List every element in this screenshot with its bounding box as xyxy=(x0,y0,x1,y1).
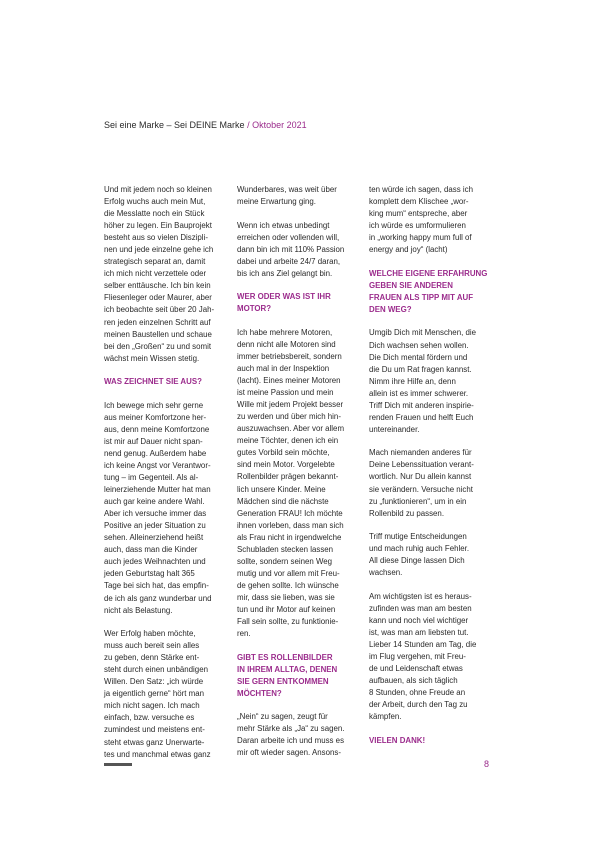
text-line: nend genug. Außerdem habe xyxy=(104,448,207,458)
text-line: immer betriebsbereit, sondern xyxy=(237,352,342,362)
text-line: SIE GERN ENTKOMMEN xyxy=(237,676,329,686)
text-line: Wunderbares, was weit über xyxy=(237,185,337,194)
text-line: Schubladen stecken lassen xyxy=(237,544,334,554)
text-line: Deine Lebenssituation verant- xyxy=(369,460,474,470)
text-line: untereinander. xyxy=(369,424,420,434)
text-line: auch gar keine andere Wahl. xyxy=(104,497,205,507)
text-line: All diese Dinge lassen Dich xyxy=(369,556,465,566)
text-line: Rollenbild zu passen. xyxy=(369,508,445,518)
text-line: Mach niemanden anderes für xyxy=(369,448,472,458)
text-line: nen und jede einzelne gehe ich xyxy=(104,245,214,255)
text-line: mich nicht sagen. Ich mach xyxy=(104,701,200,711)
text-line: MOTOR? xyxy=(237,304,272,314)
header-title: Sei eine Marke – Sei DEINE Marke xyxy=(104,120,245,130)
text-line: sie verändern. Versuche nicht xyxy=(369,484,473,494)
paragraph xyxy=(369,531,495,579)
text-line: muss auch bereit sein alles xyxy=(104,641,200,651)
text-line: aus, denn meine Komfortzone xyxy=(104,424,210,434)
running-header xyxy=(104,120,307,130)
paragraph xyxy=(237,327,363,640)
text-line: auszuwachsen. Aber vor allem xyxy=(237,424,345,434)
text-line: die Messlatte noch ein Stück xyxy=(104,209,205,219)
text-line: aus meiner Komfortzone her- xyxy=(104,412,207,422)
text-line: wächst mein Wissen stetig. xyxy=(104,353,200,363)
text-line: zumindest und meistens ent- xyxy=(104,725,205,735)
text-line: GIBT ES ROLLENBILDER xyxy=(237,652,333,662)
text-line: Umgib Dich mit Menschen, die xyxy=(369,328,477,338)
text-line: im Flug vergehen, mit Freu- xyxy=(369,652,466,662)
text-column-2 xyxy=(237,184,363,771)
text-line: Mädchen sind die nächste xyxy=(237,496,329,506)
text-line: GEBEN SIE ANDEREN xyxy=(369,280,453,290)
text-line: Ich habe mehrere Motoren, xyxy=(237,327,333,337)
text-line: renden Frauen und helft Euch xyxy=(369,412,474,422)
text-line: höher zu legen. Ein Bauprojekt xyxy=(104,221,212,231)
text-line: der Arbeit, durch den Tag zu xyxy=(369,700,468,710)
text-line: steht durch einen unbändigen xyxy=(104,665,208,675)
text-line: Tage bei sich hat, das empfin- xyxy=(104,581,209,591)
text-line: ist, was man am liebsten tut. xyxy=(369,628,469,637)
text-line: Triff mutige Entscheidungen xyxy=(369,532,467,542)
text-line: dann bin ich mit 110% Passion xyxy=(237,244,345,254)
text-line: Am wichtigsten ist es heraus- xyxy=(369,591,472,601)
text-line: aufbauen, als sich täglich xyxy=(369,676,458,686)
text-line: Positive an jeder Situation zu xyxy=(104,521,206,531)
text-line: Nimm ihre Hilfe an, denn xyxy=(369,376,456,386)
text-line: mir oft wieder sagen. Ansons- xyxy=(237,748,341,758)
text-line: zufinden was man am besten xyxy=(369,603,472,613)
text-line: DEN WEG? xyxy=(369,304,412,314)
text-line: steht etwas ganz Unerwarte- xyxy=(104,737,205,747)
header-date: Oktober 2021 xyxy=(252,120,307,130)
text-line: denn nicht alle Motoren sind xyxy=(237,339,336,349)
text-line: Wille mit jedem Projekt besser xyxy=(237,400,344,410)
text-line: FRAUEN ALS TIPP MIT AUF xyxy=(369,292,474,302)
text-line: ich würde es umformulieren xyxy=(369,221,466,231)
text-line: king mum“ entspreche, aber xyxy=(369,209,468,219)
text-line: Wenn ich etwas unbedingt xyxy=(237,220,330,230)
text-line: ich mich nicht verzettele oder xyxy=(104,269,207,279)
text-line: bei den „Großen“ zu und somit xyxy=(104,341,212,351)
text-line: Ich bewege mich sehr gerne xyxy=(104,400,204,410)
paragraph xyxy=(369,447,495,519)
text-line: ja eigentlich gerne“ hört man xyxy=(104,689,205,699)
text-line: Fall sein sollte, zu funktionie- xyxy=(237,617,339,627)
text-line: ihnen vorleben, dass man sich xyxy=(237,520,344,530)
text-line: zu werden und über mich hin- xyxy=(237,412,341,422)
text-line: zu geben, denn Stärke ent- xyxy=(104,653,200,663)
text-line: „Nein“ zu sagen, zeugt für xyxy=(237,712,328,722)
paragraph xyxy=(104,184,228,365)
text-line: VIELEN DANK! xyxy=(369,735,426,745)
text-line: de gehen sollte. Ich wünsche xyxy=(237,580,339,590)
footer-rule xyxy=(104,763,132,766)
text-line: jeden Geburtstag halt 365 xyxy=(104,569,195,579)
text-line: tes und manchmal etwas ganz xyxy=(104,749,211,759)
text-line: komplett dem Klischee „wor- xyxy=(369,197,469,207)
text-line: lich unsere Kinder. Meine xyxy=(237,484,326,494)
text-line: IN IHREM ALLTAG, DENEN xyxy=(237,664,338,674)
section-heading xyxy=(104,376,228,388)
text-line: strategisch separat an, damit xyxy=(104,257,206,267)
text-line: als Frau nicht in irgendwelche xyxy=(237,532,342,542)
text-line: selber enttäusche. Ich bin kein xyxy=(104,281,211,291)
text-line: MÖCHTEN? xyxy=(237,688,282,698)
text-line: ten würde ich sagen, dass ich xyxy=(369,185,473,194)
paragraph xyxy=(237,184,363,208)
text-line: Dich wachsen sehen wollen. xyxy=(369,340,469,350)
text-line: kann und noch viel wichtiger xyxy=(369,615,469,625)
text-line: Erfolg wuchs auch mein Mut, xyxy=(104,197,206,207)
text-line: zu „funktionieren“, um in ein xyxy=(369,496,467,506)
text-line: auch mal in der Inspektion xyxy=(237,364,330,374)
paragraph xyxy=(104,400,228,617)
text-line: kämpfen. xyxy=(369,712,402,722)
text-line: ist mir auf Dauer nicht span- xyxy=(104,436,203,446)
text-line: nicht als Belastung. xyxy=(104,605,173,615)
text-line: sind mein Motor. Vorgelebte xyxy=(237,460,335,470)
text-line: Triff Dich mit anderen inspirie- xyxy=(369,400,474,410)
text-line: Daran arbeite ich und muss es xyxy=(237,736,345,746)
header-separator: / xyxy=(244,120,253,130)
text-line: Fliesenleger oder Maurer, aber xyxy=(104,293,212,303)
text-line: Rollenbilder prägen bekannt- xyxy=(237,472,339,482)
text-line: sehen. Alleinerziehend heißt xyxy=(104,533,204,543)
text-line: ich keine Angst vor Verantwor- xyxy=(104,460,211,470)
page-number: 8 xyxy=(484,759,490,769)
text-line: Generation FRAU! Ich möchte xyxy=(237,508,343,518)
text-line: bis ich ans Ziel gelangt bin. xyxy=(237,268,333,278)
text-line: de ich als ganz wunderbar und xyxy=(104,593,212,603)
text-line: mehr Stärke als „Ja“ zu sagen. xyxy=(237,724,345,734)
text-line: auch, dass man die Kinder xyxy=(104,545,198,555)
text-line: ich beobachte seit über 20 Jah- xyxy=(104,305,215,315)
text-line: mutig und vor allem mit Freu- xyxy=(237,568,340,578)
text-line: einfach, bzw. versuche es xyxy=(104,713,195,723)
text-line: erreichen oder vollenden will, xyxy=(237,232,340,242)
text-line: tun und ihr Motor auf keinen xyxy=(237,605,336,614)
text-line: und mach ruhig auch Fehler. xyxy=(369,544,470,554)
text-line: Wer Erfolg haben möchte, xyxy=(104,629,196,639)
text-line: Und mit jedem noch so kleinen xyxy=(104,185,212,194)
section-heading xyxy=(237,291,363,315)
text-column-3 xyxy=(369,184,495,758)
text-line: Die Dich mental fördern und xyxy=(369,352,468,362)
paragraph xyxy=(104,628,228,761)
text-line: die Du um Rat fragen kannst. xyxy=(369,364,472,374)
text-line: mir, dass sie lieben, was sie xyxy=(237,592,335,602)
section-heading xyxy=(237,652,363,700)
text-line: WER ODER WAS IST IHR xyxy=(237,292,331,302)
text-line: (lacht). Eines meiner Motoren xyxy=(237,376,341,386)
text-line: tung – im Gegenteil. Als al- xyxy=(104,473,199,483)
text-line: WELCHE EIGENE ERFAHRUNG xyxy=(369,268,488,278)
paragraph xyxy=(369,327,495,435)
text-line: meine Erwartung ging. xyxy=(237,197,316,207)
text-line: energy and joy“ (lacht) xyxy=(369,245,448,255)
paragraph xyxy=(237,220,363,280)
text-column-1 xyxy=(104,184,228,772)
paragraph xyxy=(369,591,495,724)
text-line: auch jedes Weihnachten und xyxy=(104,557,206,567)
text-line: leinerziehende Mutter hat man xyxy=(104,485,211,495)
section-heading xyxy=(369,268,495,316)
text-line: ren. xyxy=(237,629,251,639)
text-line: sollte, sondern seinen Weg xyxy=(237,556,333,566)
text-line: Aber ich versuche immer das xyxy=(104,509,207,519)
text-line: WAS ZEICHNET SIE AUS? xyxy=(104,377,202,387)
text-line: wachsen. xyxy=(369,568,403,578)
text-line: ren jeden einzelnen Schritt auf xyxy=(104,317,211,327)
text-line: Willen. Den Satz: „ich würde xyxy=(104,677,204,687)
text-line: besteht aus so vielen Diszipli- xyxy=(104,233,208,243)
section-heading xyxy=(369,735,495,747)
text-line: allein ist es immer schwerer. xyxy=(369,388,469,398)
text-line: gutes Vorbild sein möchte, xyxy=(237,448,330,458)
paragraph xyxy=(369,184,495,256)
text-line: meinen Baustellen und schaue xyxy=(104,329,212,339)
text-line: 8 Stunden, ohne Freude an xyxy=(369,688,466,698)
text-line: meine Töchter, denen ich ein xyxy=(237,436,339,446)
text-line: dabei und arbeite 24/7 daran, xyxy=(237,256,341,266)
paragraph xyxy=(237,711,363,759)
text-line: ist meine Passion und mein xyxy=(237,388,334,398)
text-line: wortlich. Nur Du allein kannst xyxy=(369,472,472,482)
text-line: de und Leidenschaft etwas xyxy=(369,664,463,674)
text-line: Lieber 14 Stunden am Tag, die xyxy=(369,640,477,650)
text-line: in „working happy mum full of xyxy=(369,233,472,243)
